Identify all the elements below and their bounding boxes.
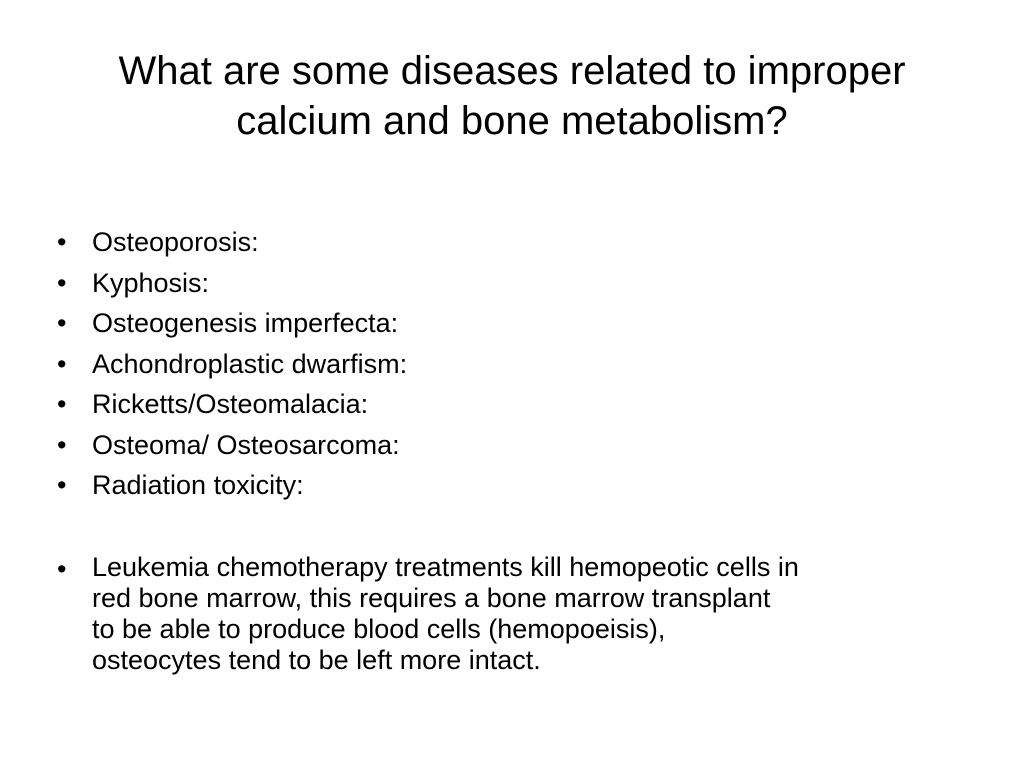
leukemia-note xyxy=(48,552,998,676)
bullet-icon: • xyxy=(57,429,67,460)
list-item xyxy=(48,384,998,425)
list-item xyxy=(48,303,998,344)
list-item-label: Osteoma/ Osteosarcoma: xyxy=(92,429,400,460)
list-item-label: Achondroplastic dwarfism: xyxy=(92,348,408,379)
slide-title-line: What are some diseases related to improper xyxy=(118,49,906,93)
list-item-label: Ricketts/Osteomalacia: xyxy=(92,389,369,419)
bullet-icon: • xyxy=(57,308,67,338)
slide-title xyxy=(40,46,984,146)
list-item-label: Radiation toxicity: xyxy=(92,470,304,500)
bullet-icon: • xyxy=(57,227,67,257)
list-item xyxy=(48,263,998,304)
bullet-icon: • xyxy=(57,267,67,298)
list-item-label: Kyphosis: xyxy=(92,267,210,298)
list-item xyxy=(48,425,998,466)
note-line: osteocytes tend to be left more intact. xyxy=(92,645,541,675)
slide-title-line: calcium and bone metabolism? xyxy=(236,99,788,143)
list-item xyxy=(48,465,998,506)
note-line: Leukemia chemotherapy treatments kill hemopeotic cells in xyxy=(92,552,799,582)
list-item xyxy=(48,344,998,385)
bullet-icon: • xyxy=(57,348,67,379)
disease-list xyxy=(48,222,998,506)
list-item-label: Osteogenesis imperfecta: xyxy=(92,308,399,338)
bullet-icon: • xyxy=(57,554,67,584)
note-line: red bone marrow, this requires a bone marrow transplant xyxy=(92,583,771,613)
note-line: to be able to produce blood cells (hemopoeisis), xyxy=(92,614,666,644)
list-item-label: Osteoporosis: xyxy=(92,227,259,257)
list-item xyxy=(48,222,998,263)
bullet-icon: • xyxy=(57,389,67,419)
bullet-icon: • xyxy=(57,470,67,500)
